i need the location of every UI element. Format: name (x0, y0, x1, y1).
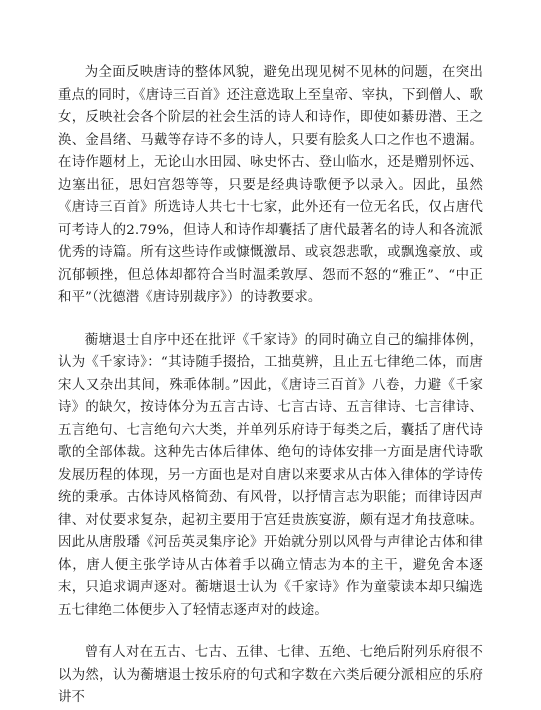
paragraph-1: 为全面反映唐诗的整体风貌，避免出现见树不见林的问题，在突出重点的同时，《唐诗三百首》还注意选取上至皇帝、宰执，下到僧人、歌女，反映社会各个阶层的社会生活的诗人和诗作，即使如綦毋潜、王之涣、金昌绪、马戴等存诗不多的诗人，只要有脍炙人口之作也不遗漏。在诗作题材上，无论山水田园、咏史怀古、登山临水，还是赠别怀远、边塞出征，思妇宫怨等等，只要是经典诗歌便予以录入。因此，虽然《唐诗三百首》所选诗人共七十七家，此外还有一位无名氏，仅占唐代可考诗人的2.79%，但诗人和诗作却囊括了唐代最著名的诗人和各流派优秀的诗篇。所有这些诗作或慷慨激昂、或哀怨悲歌，或飘逸豪放、或沉郁顿挫，但总体却都符合当时温柔敦厚、怨而不怒的“雅正”、“中正和平”（沈德潜《唐诗别裁序》）的诗教要求。 (58, 65, 483, 305)
paragraph-3: 曾有人对在五古、七古、五律、七律、五绝、七绝后附列乐府很不以为然，认为蘅塘退士按乐府的句式和字数在六类后硬分派相应的乐府讲不 (58, 645, 483, 705)
paragraph-2: 蘅塘退士自序中还在批评《千家诗》的同时确立自己的编排体例，认为《千家诗》：“其诗随手掇拾，工拙莫辨，且止五七律绝二体，而唐宋人又杂出其间，殊乖体制。”因此，《唐诗三百首》八卷，力避《千家诗》的缺欠，按诗体分为五言古诗、七言古诗、五言律诗、七言律诗、五言绝句、七言绝句六大类，并单列乐府诗于每类之后，囊括了唐代诗歌的全部体裁。这种先古体后律体、绝句的诗体安排一方面是唐代诗歌发展历程的体现，另一方面也是对自唐以来要求从古体入律体的学诗传统的秉承。古体诗风格简劲、有风骨，以抒情言志为职能；而律诗因声律、对仗要求复杂，起初主要用于宫廷贵族宴游，颇有逞才角技意味。因此从唐殷璠《河岳英灵集序论》开始就分别以风骨与声律论古体和律体，唐人便主张学诗从古体着手以确立情志为本的主干，避免舍本逐末，只追求调声逐对。蘅塘退士认为《千家诗》作为童蒙读本却只编选五七律绝二体便步入了轻情志逐声对的歧途。 (58, 332, 483, 618)
